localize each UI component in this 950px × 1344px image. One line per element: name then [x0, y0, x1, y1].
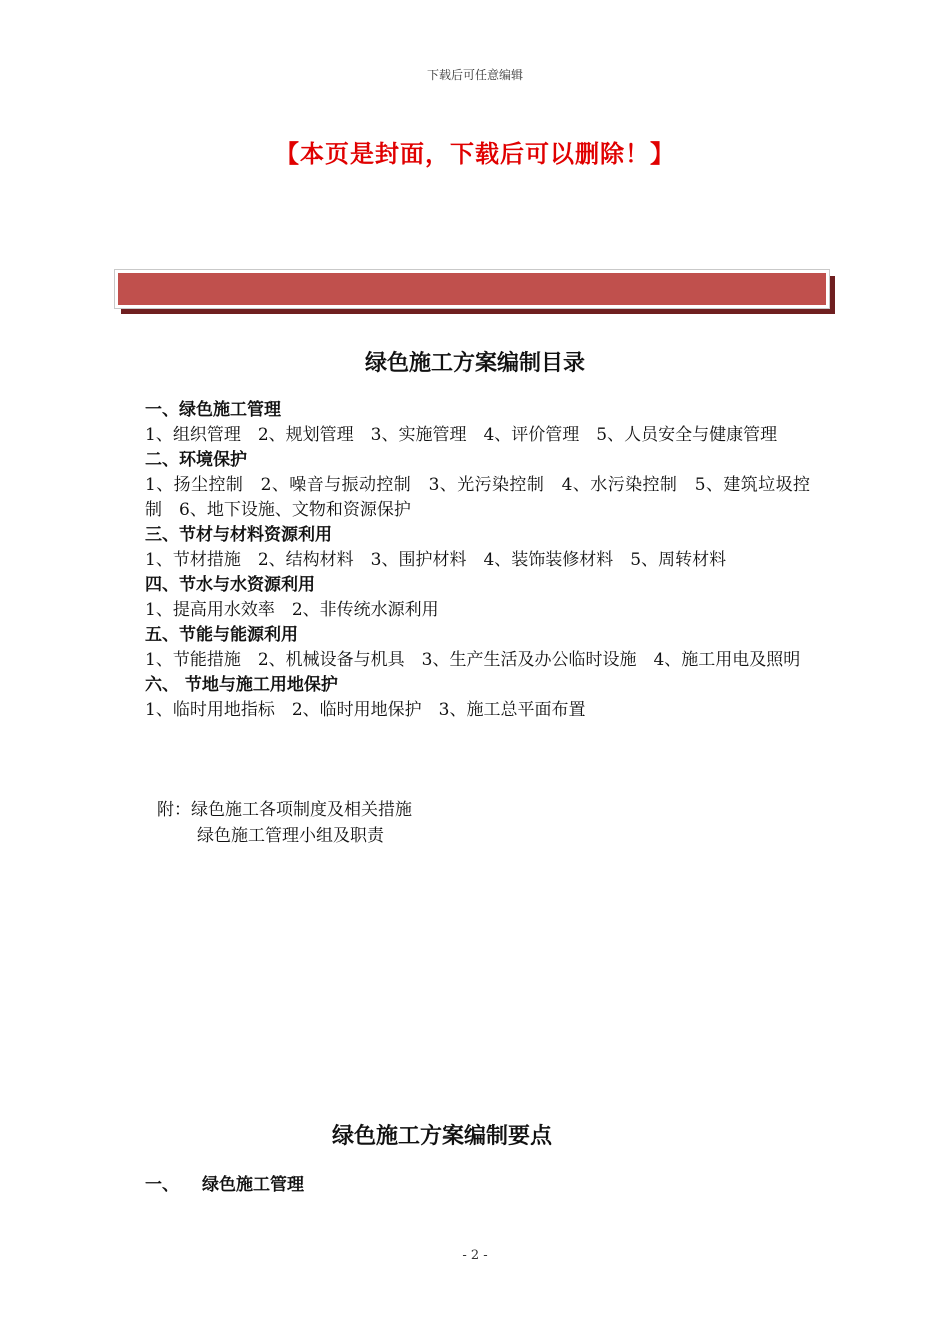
toc-section-items: 1、扬尘控制 2、噪音与振动控制 3、光污染控制 4、水污染控制 5、建筑垃圾控制 6、地下设施、文物和资源保护 [145, 475, 810, 520]
page-number: - 2 - [462, 1248, 488, 1263]
toc-section [145, 523, 810, 573]
toc-section-title: 六、 节地与施工用地保护 [145, 675, 338, 695]
toc-section [145, 398, 810, 448]
toc-section-items: 1、节材措施 2、结构材料 3、围护材料 4、装饰装修材料 5、周转材料 [145, 550, 727, 570]
points-title: 绿色施工方案编制要点 [331, 1123, 552, 1149]
toc-section-items: 1、组织管理 2、规划管理 3、实施管理 4、评价管理 5、人员安全与健康管理 [145, 425, 778, 445]
toc-title: 绿色施工方案编制目录 [364, 350, 585, 376]
appendix [157, 797, 412, 849]
appendix-line-1: 附：绿色施工各项制度及相关措施 [157, 800, 412, 820]
toc-section-title: 四、节水与水资源利用 [145, 575, 315, 595]
toc-section-title: 五、节能与能源利用 [145, 625, 298, 645]
toc-section [145, 448, 810, 523]
toc-section-items: 1、节能措施 2、机械设备与机具 3、生产生活及办公临时设施 4、施工用电及照明 [145, 650, 801, 670]
toc-section-items: 1、临时用地指标 2、临时用地保护 3、施工总平面布置 [145, 700, 586, 720]
toc-section-title: 一、绿色施工管理 [145, 400, 281, 420]
toc-section [145, 573, 810, 623]
decorative-banner [115, 270, 835, 314]
header-note: 下载后可任意编辑 [426, 68, 523, 82]
toc-section-title: 二、环境保护 [145, 450, 247, 470]
cover-note: 【本页是封面，下载后可以删除！】 [275, 139, 675, 168]
points-first-heading [145, 1170, 304, 1195]
banner-bar [115, 270, 829, 308]
appendix-line-2: 绿色施工管理小组及职责 [197, 826, 384, 846]
points-first-title: 绿色施工管理 [202, 1175, 304, 1195]
points-first-number: 一、 [145, 1175, 179, 1195]
toc-section [145, 623, 810, 673]
toc-section-title: 三、节材与材料资源利用 [145, 525, 332, 545]
toc-section [145, 673, 810, 723]
toc-section-items: 1、提高用水效率 2、非传统水源利用 [145, 600, 439, 620]
table-of-contents [145, 398, 810, 723]
